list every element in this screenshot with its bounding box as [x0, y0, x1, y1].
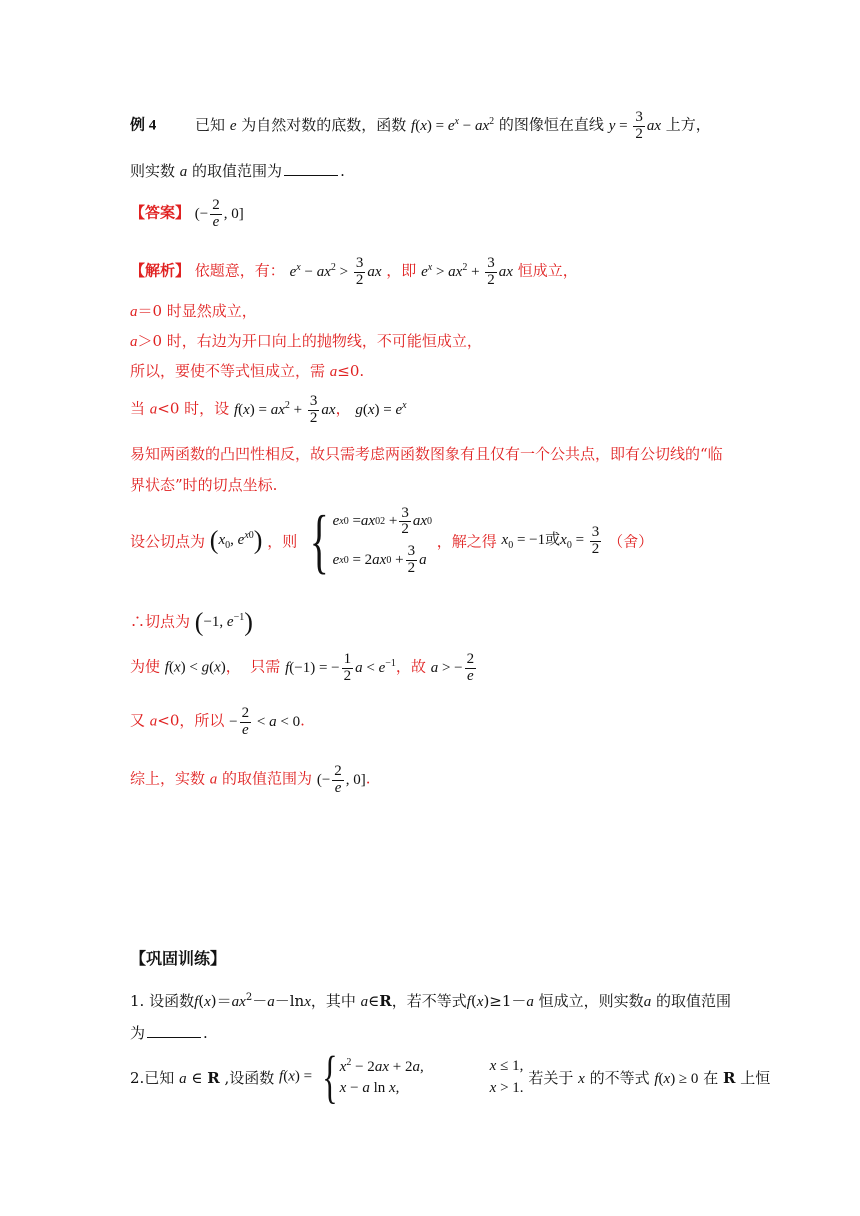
- analysis-line-3: a＞0 时，右边为开口向上的抛物线，不可能恒成立，: [130, 332, 482, 350]
- example-label: 例 4: [130, 117, 157, 134]
- answer-label: 【答案】: [130, 205, 191, 222]
- practice-title: 【巩固训练】: [130, 951, 227, 968]
- practice-q2-line: 2.已知 a ∈ R ,设函数 f(x) = { $x^2 - 2ax + 2a$, x ≤ 1, x − a ln x, x > 1. 若关于 x 的不等式 f(x) ≥ 0 在 R 上恒: [130, 1044, 771, 1109]
- analysis-line-8: 设公切点为 ($x_0$, $e^{x0}$) ，则 { e x0 = ax 0 2 + $\frac{3}{2}$ ax 0 e x0 = 2 ax 0 + $\frac{3}{2}$ a ，解之得 $x_0 = -1$或$x_0$ = $\frac{3}{2}$ （舍）: [130, 501, 654, 581]
- analysis-label: 【解析】: [130, 263, 191, 280]
- equation-system: { e x0 = ax 0 2 + $\frac{3}{2}$ ax 0 e x0 = 2 ax 0 + $\frac{3}{2}$ a: [309, 501, 432, 581]
- answer-line: 【答案】 (− $\frac{2}{e}$ , 0]: [130, 197, 244, 230]
- piecewise-function: { $x^2 - 2ax + 2a$, x ≤ 1, x − a ln x, x > 1.: [322, 1044, 524, 1109]
- analysis-line-10: 为使 f(x) < g(x)， 只需 f(−1) = − $\frac{1}{2}$ $a < e^{-1}$，故 a > − $\frac{2}{e}$: [130, 651, 475, 684]
- analysis-line-9: ∴切点为 (−1, $e^{-1}$): [130, 608, 253, 637]
- analysis-line-6: 易知两函数的凸凹性相反，故只需考虑两函数图象有且仅有一个公共点，即有公切线的“临: [130, 445, 723, 463]
- analysis-line-4: 所以，要使不等式恒成立，需 a≤0.: [130, 362, 365, 380]
- analysis-line-11: 又 a<0，所以 − $\frac{2}{e}$ < a < 0.: [130, 705, 305, 738]
- analysis-line-7: 界状态”时的切点坐标.: [130, 476, 278, 494]
- practice-q1-line2: 为 .: [130, 1024, 208, 1042]
- practice-q1-line1: 1. 设函数$f(x)=ax^2-a-\ln x$，其中 a∈R，若不等式f(x)≥1－a 恒成立，则实数a 的取值范围: [130, 992, 731, 1010]
- example-line-2: 则实数 a 的取值范围为 .: [130, 162, 345, 180]
- analysis-line-1: 【解析】 依题意，有： $e^x - ax^2$ > $\frac{3}{2}$ ax ，即 $e^x > ax^2$ + $\frac{3}{2}$ ax 恒成立，: [130, 255, 578, 288]
- example-line-1: 例 4 已知 e 为自然对数的底数，函数 $f(x) = e^x - ax^2$ 的图像恒在直线 y = $\frac{3}{2}$ ax 上方，: [130, 109, 711, 142]
- q1-blank: [147, 1037, 201, 1038]
- analysis-line-5: 当 a<0 时，设 $f(x) = ax^2$ + $\frac{3}{2}$ ax， $g(x) = e^x$: [130, 393, 407, 426]
- analysis-line-12: 综上，实数 a 的取值范围为 (− $\frac{2}{e}$ , 0].: [130, 763, 371, 796]
- analysis-line-2: a＝0 时显然成立，: [130, 302, 257, 320]
- answer-blank: [284, 175, 338, 176]
